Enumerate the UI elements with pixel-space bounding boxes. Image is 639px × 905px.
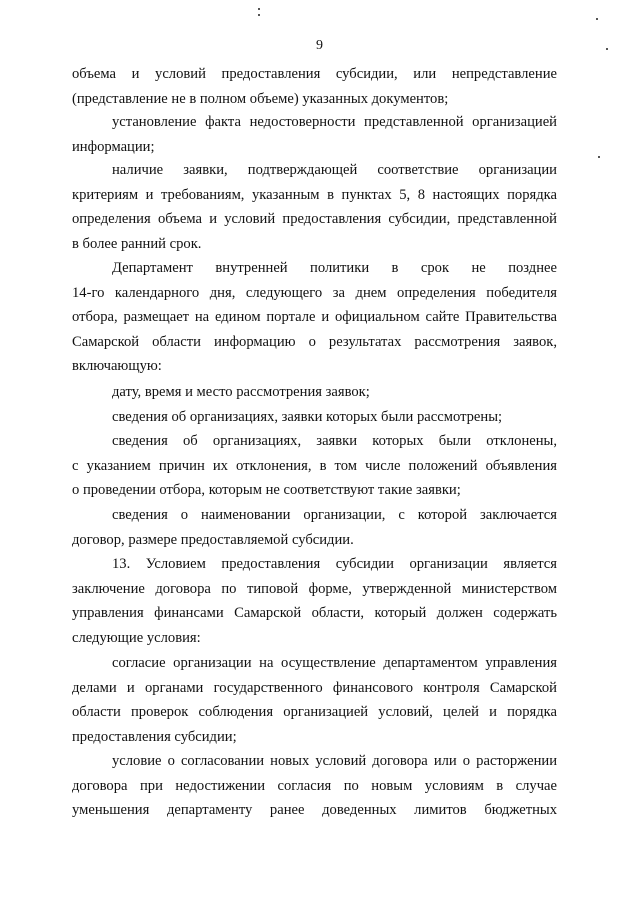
text-line: дату, время и место рассмотрения заявок; [112, 384, 370, 400]
text-line: (представление не в полном объеме) указанных документов; [72, 90, 449, 107]
scan-mark [258, 8, 260, 10]
text-line: делами и органами государственного финансового контроля Самарской [72, 679, 557, 696]
scan-mark [606, 48, 608, 50]
text-line: сведения об организациях, заявки которых были рассмотрены; [112, 409, 503, 425]
paragraph [72, 503, 557, 552]
paragraph [72, 749, 557, 823]
text-line: включающую: [72, 358, 162, 375]
text-line: предоставления субсидии; [72, 728, 237, 745]
text-line: определения объема и условий предоставления субсидии, представленной [72, 211, 557, 228]
text-line: 13. Условием предоставления субсидии организации является [112, 556, 557, 572]
text-line: согласие организации на осуществление департаментом управления [112, 655, 557, 671]
text-line: управления финансами Самарской области, который должен содержать [72, 605, 557, 622]
text-line: уменьшения департаменту ранее доведенных лимитов бюджетных [72, 802, 557, 819]
scan-mark [596, 18, 598, 20]
text-line: договор, размере предоставляемой субсидии. [72, 531, 354, 548]
paragraph [72, 552, 557, 650]
scan-mark [258, 14, 260, 16]
text-line: области проверок соблюдения организацией условий, целей и порядка [72, 704, 557, 721]
text-line: 14-го календарного дня, следующего за днем определения победителя [72, 284, 557, 301]
paragraph [72, 380, 557, 405]
page-number: 9 [316, 38, 323, 53]
text-line: наличие заявки, подтверждающей соответствие организации [112, 162, 557, 178]
text-line: условие о согласовании новых условий договора или о расторжении [112, 753, 557, 769]
text-line: сведения об организациях, заявки которых были отклонены, [112, 433, 557, 449]
text-line: следующие условия: [72, 629, 201, 646]
text-line: с указанием причин их отклонения, в том числе положений объявления [72, 457, 557, 474]
text-line: критериям и требованиям, указанным в пунктах 5, 8 настоящих порядка [72, 186, 557, 203]
text-line: заключение договора по типовой форме, утвержденной министерством [72, 580, 557, 597]
scan-mark [598, 156, 600, 158]
text-line: отбора, размещает на едином портале и официальном сайте Правительства [72, 309, 557, 326]
text-line: Департамент внутренней политики в срок не позднее [112, 260, 557, 276]
paragraph [72, 651, 557, 749]
text-line: договора при недостижении согласия по новым условиям в случае [72, 777, 557, 794]
text-line: в более ранний срок. [72, 235, 202, 252]
paragraph [72, 110, 557, 159]
text-line: Самарской области информацию о результатах рассмотрения заявок, [72, 333, 557, 350]
paragraph [72, 158, 557, 256]
paragraph [72, 405, 557, 430]
paragraph [72, 256, 557, 379]
text-line: сведения о наименовании организации, с которой заключается [112, 507, 557, 523]
text-line: объема и условий предоставления субсидии, или непредставление [72, 66, 557, 82]
paragraph [72, 62, 557, 111]
paragraph [72, 429, 557, 503]
text-line: установление факта недостоверности представленной организацией [112, 114, 557, 130]
text-line: о проведении отбора, которым не соответствуют такие заявки; [72, 482, 461, 499]
text-line: информации; [72, 138, 155, 155]
